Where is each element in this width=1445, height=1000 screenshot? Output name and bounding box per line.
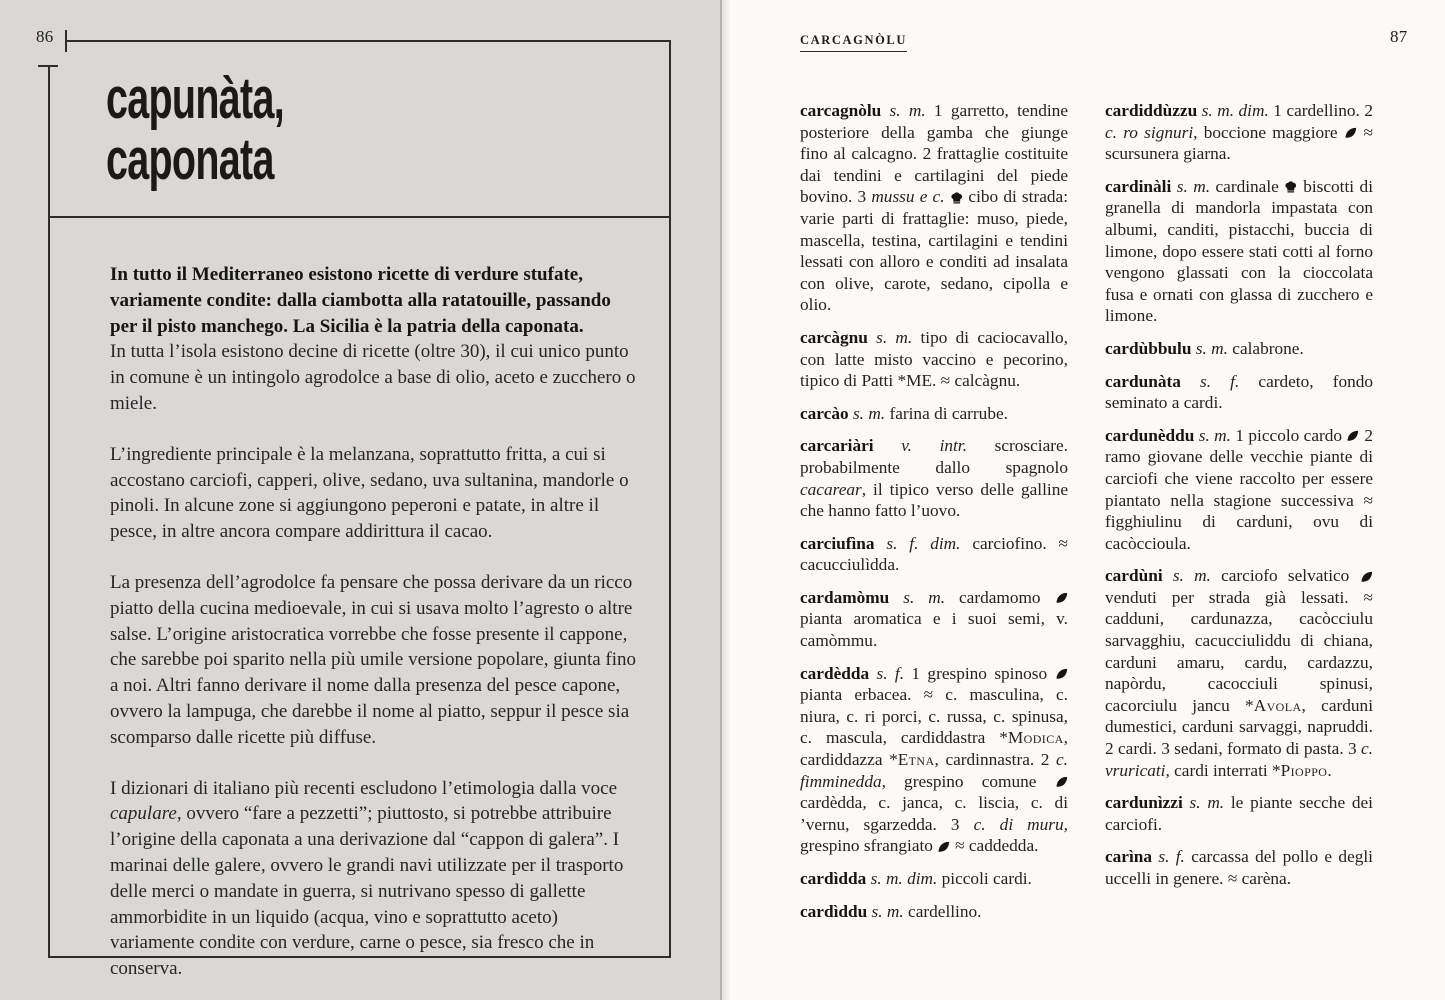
text-run: s. m. (876, 327, 921, 347)
box-rule-top-cap (65, 30, 67, 52)
text-run: carìna (1105, 847, 1159, 867)
text-run: cardinàli (1105, 176, 1177, 196)
text-run: s. m. (1195, 338, 1233, 358)
text-run: s. m. dim. (1201, 101, 1274, 120)
article-title-line: capunàta, (106, 66, 284, 131)
dictionary-entry (800, 533, 1068, 576)
text-run: , boccione maggiore (1193, 122, 1344, 142)
dictionary-entry (800, 901, 1068, 923)
text-run: s. m. (1172, 566, 1222, 586)
text-run: Etna (897, 750, 935, 770)
text-run: ≈ caddedda. (950, 836, 1039, 856)
text-run: In tutta l’isola esistono decine di ricette (oltre 30), il cui unico punto in comune è un intingolo agrodolce a base di olio, aceto e zucchero o miele. (110, 341, 636, 414)
text-run: s. f. (1199, 371, 1259, 391)
dictionary-column-1 (800, 100, 1068, 933)
dictionary-entry (800, 403, 1068, 425)
text-run: biscotti di granella di mandorla impastata con albumi, canditi, pistacchi, buccia di limone, dopo essere stati cotti al forno vengono glassati con la cioccolata fusa e ornati con glassa di zucchero e limone. (1105, 176, 1373, 326)
dictionary-entry (800, 587, 1068, 652)
leaf-icon (1344, 126, 1357, 139)
text-run: s. f. (1158, 847, 1192, 867)
feature-paragraph (110, 570, 640, 751)
text-run: c. di muru, (973, 814, 1068, 834)
text-run: cardunàta (1105, 371, 1200, 391)
text-run: scrosciare. probabilmente dallo spagnolo (800, 436, 1068, 477)
text-run: Avola (1253, 695, 1302, 715)
chef-hat-icon (950, 191, 963, 204)
text-run: s. m. (871, 901, 909, 921)
box-rule-left (48, 66, 50, 958)
text-run: capulare (110, 803, 177, 825)
leaf-icon (937, 840, 950, 853)
leaf-icon (1055, 775, 1068, 788)
dictionary-entry (1105, 371, 1373, 414)
dictionary-entry (1105, 100, 1373, 165)
text-run: I dizionari di italiano più recenti escludono l’etimologia dalla voce (110, 777, 618, 799)
text-run: cardèdda (800, 663, 877, 683)
text-run: Modica (1007, 728, 1064, 748)
text-run: s. f. (876, 663, 912, 683)
text-run: In tutto il Mediterraneo esistono ricette di verdure stufate, variamente condite: dalla ciambotta alla ratatouille, passando per il pisto manchego. La Sicilia è la patria della caponata. (110, 264, 611, 337)
text-run: cardiddùzzu (1105, 101, 1202, 120)
text-run: , il tipico verso delle galline che hanno fatto l’uovo. (800, 479, 1068, 521)
dictionary-entry (1105, 846, 1373, 889)
text-run: carcagnòlu (800, 101, 890, 120)
text-run: cardeto, fondo seminato a cardi. (1105, 371, 1374, 413)
text-run: 1 garretto, tendine posteriore della gamba che giunge fino al calcagno. 2 frattaglie costituite dai tendini e cartilagini del piede bovino. 3 (800, 101, 1068, 207)
feature-paragraph (110, 776, 640, 982)
text-run: cacarear (800, 479, 862, 499)
article-title-line: caponata (106, 127, 274, 192)
text-run: , ovvero “fare a pezzetti”; piuttosto, si potrebbe attribuire l’origine della caponata a una derivazione dal “cappon di galera”. I marinai delle galere, ovvero le grandi navi utilizzate per il trasporto delle merci o mandate in guerra, si nutrivano spesso di gallette ammorbidite in un liquido (acqua, vino e soprattutto aceto) variamente condite con verdure, carne o pesce, sia fresco che in conserva. (110, 803, 624, 980)
dictionary-entry (1105, 792, 1373, 835)
text-run: 1 piccolo cardo (1235, 425, 1347, 445)
dictionary-entry (1105, 565, 1373, 781)
page-number-left: 86 (36, 27, 54, 46)
text-run: carcassa del pollo e degli uccelli in genere. ≈ carèna. (1105, 847, 1373, 888)
dictionary-entry (800, 868, 1068, 890)
feature-paragraph (110, 442, 640, 545)
text-run: c. fimminedda (800, 750, 1068, 791)
text-run: carciufìna (800, 533, 887, 553)
left-page (0, 0, 722, 1000)
box-rule-top (66, 40, 670, 42)
text-run: s. m. (1198, 425, 1236, 445)
text-run: calabrone. (1232, 338, 1304, 358)
page-number-right: 87 (1390, 27, 1408, 46)
text-run: ≈ scursunera giarna. (1105, 122, 1373, 164)
dictionary-entry (800, 327, 1068, 392)
text-run: 1 cardellino. 2 (1273, 101, 1373, 120)
text-run: carcàgnu (800, 327, 877, 347)
text-run: s. m. (889, 101, 934, 120)
text-run: cardìddu (800, 901, 872, 921)
text-run: cardùni (1105, 566, 1173, 586)
text-run: farina di carrube. (889, 403, 1008, 423)
text-run: cardamomo (958, 587, 1055, 607)
text-run: carciofo selvatico (1221, 566, 1360, 586)
text-run: c. ro signuri (1105, 122, 1194, 142)
box-rule-right (669, 40, 671, 958)
right-page (722, 0, 1445, 1000)
text-run: pianta aromatica e i suoi semi, v. camòmmu. (800, 609, 1068, 651)
leaf-icon (1055, 667, 1068, 680)
text-run: s. f. dim. (886, 533, 973, 553)
dictionary-entry (800, 663, 1068, 857)
text-run: cardìdda (800, 869, 871, 888)
box-rule-left-cap (38, 65, 58, 67)
dictionary-column-2 (1105, 100, 1373, 901)
feature-paragraphs (110, 262, 640, 982)
text-run: , grespino comune (881, 771, 1055, 791)
leaf-icon (1346, 429, 1359, 442)
text-run: cardùbbulu (1105, 338, 1196, 358)
text-run: s. m. (1176, 176, 1216, 196)
dictionary-entry (1105, 176, 1373, 327)
feature-paragraph (110, 339, 640, 416)
leaf-icon (1360, 570, 1373, 583)
text-run: grespino sfrangiato (800, 836, 938, 856)
text-run: s. m. (1189, 793, 1231, 813)
leaf-icon (1055, 591, 1068, 604)
dictionary-entry (800, 435, 1068, 521)
article-title (106, 68, 284, 190)
text-run: v. intr. (901, 436, 995, 456)
text-run: carcariàri (800, 436, 902, 456)
text-run: le piante secche dei carciofi. (1105, 793, 1373, 834)
text-run: cibo di strada: varie parti di frattaglie: muso, piede, mascella, testina, cartilagini e tendini lessati con alloro e conditi ad insalata con olive, carote, sedano, cipolla e olio. (800, 187, 1068, 315)
text-run: , cardinnastra. 2 (934, 750, 1056, 770)
text-run: cardèdda, c. janca, c. liscia, c. di ’vernu, sgarzedda. 3 (800, 793, 1068, 834)
feature-paragraph (110, 262, 640, 339)
text-run: carciofino. ≈ cacucciulìdda. (800, 533, 1069, 575)
text-run: , cardi interrati * (1165, 760, 1281, 780)
chef-hat-icon (1284, 180, 1297, 193)
text-run: La presenza dell’agrodolce fa pensare che possa derivare da un ricco piatto della cucina medioevale, in cui si usava molto l’agresto o altre salse. L’origine aristocratica vorrebbe che fosse presente il cappone, che sarebbe poi sparito nella più umile versione popolare, giunta fino a noi. Altri fanno derivare il nome dalla presenza del pesce capone, ovvero la lampuga, che darebbe il nome al piatto, seppur il pesce sia scomparso dalle ricette più diffuse. (110, 571, 637, 748)
text-run: cardellino. (908, 901, 982, 921)
text-run: cardunìzzi (1105, 793, 1190, 813)
text-run: cardinale (1215, 176, 1285, 196)
text-run: 2 ramo giovane delle vecchie piante di carciofi che viene raccolto per essere piantato nella stagione successiva ≈ figghiulinu di carduni, ovu di cacòccioula. (1105, 425, 1373, 553)
text-run: cardunèddu (1105, 425, 1199, 445)
text-run: pianta erbacea. ≈ c. masculina, c. niura, c. ri porci, c. russa, c. spinusa, c. mascula, cardiddastra * (800, 685, 1068, 748)
dictionary-entry (800, 100, 1068, 316)
text-run: c. vruricati (1105, 739, 1373, 780)
text-run: 1 grespino spinoso (911, 663, 1055, 683)
text-run: s. m. dim. (870, 869, 942, 888)
text-run: tipo di caciocavallo, con latte misto vaccino e pecorino, tipico di Patti *ME. ≈ calcàgnu. (800, 327, 1068, 391)
text-run: mussu e c. (871, 187, 950, 207)
text-run: . (1327, 760, 1332, 780)
dictionary-entry (1105, 338, 1373, 360)
text-run: , carduni dumestici, carduni sarvaggi, napruddi. 2 cardi. 3 sedani, formato di pasta. 3 (1105, 695, 1373, 759)
text-run: piccoli cardi. (941, 869, 1032, 888)
text-run: cardamòmu (800, 587, 904, 607)
text-run: carcào (800, 403, 853, 423)
text-run: Pioppo (1280, 760, 1328, 780)
text-run: s. m. (903, 587, 959, 607)
dictionary-entry (1105, 425, 1373, 555)
box-rule-divider (49, 216, 669, 218)
text-run: s. m. (852, 403, 890, 423)
running-header: CARCAGNÒLU (800, 33, 907, 52)
text-run: venduti per strada già lessati. ≈ cadduni, cardunazza, cacòcciulu sarvagghiu, cacucciuliddu di chiana, carduni amaru, cardu, cardazzu, napòrdu, cacocciuli spinusi, cacorciulu jancu * (1105, 587, 1373, 715)
text-run: L’ingrediente principale è la melanzana, soprattutto fritta, a cui si accostano carciofi, capperi, olive, sedano, uva sultanina, mandorle o pinoli. In alcune zone si aggiungono peperoni e patate, in altre il pesce, in altre ancora compare addirittura il cacao. (110, 443, 629, 543)
text-run: , cardiddazza * (800, 728, 1068, 770)
